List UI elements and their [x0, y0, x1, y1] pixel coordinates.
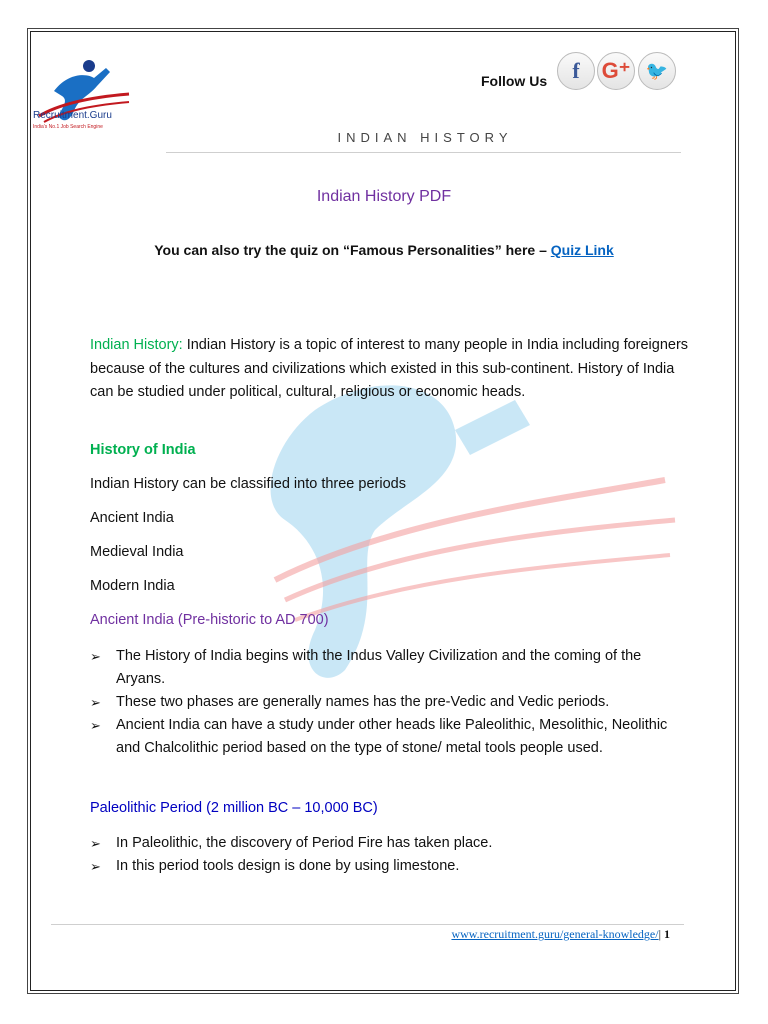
intro-label: Indian History: [90, 337, 183, 353]
list-item: ➢ In Paleolithic, the discovery of Period Fire has taken place. [90, 832, 690, 855]
paleolithic-bullet-list [90, 832, 690, 878]
running-header: INDIAN HISTORY [337, 130, 513, 145]
logo-tagline: India's No.1 Job Search Engine [33, 124, 103, 130]
classified-text: Indian History can be classified into three periods [90, 476, 406, 492]
header-divider [166, 152, 681, 153]
period-modern: Modern India [90, 578, 175, 594]
page-number: 1 [664, 927, 670, 941]
period-medieval: Medieval India [90, 544, 184, 560]
list-item: ➢ In this period tools design is done by using limestone. [90, 855, 690, 878]
follow-us-label: Follow Us [481, 73, 548, 89]
list-item: ➢ The History of India begins with the Indus Valley Civilization and the coming of the Aryans. [90, 645, 690, 691]
quiz-text: You can also try the quiz on “Famous Personalities” here – [154, 242, 551, 258]
ancient-heading: Ancient India (Pre-historic to AD 700) [90, 612, 329, 628]
intro-paragraph [90, 334, 690, 405]
quiz-link[interactable]: Quiz Link [550, 242, 614, 258]
footer [451, 927, 670, 942]
logo-name: Recruitment.Guru [33, 110, 112, 121]
history-heading: History of India [90, 442, 196, 458]
intro-text: Indian History is a topic of interest to many people in India including foreigners because of the cultures and civilizations which existed in this sub-continent. History of India can be studied under political, cultural, religious or economic heads. [90, 337, 689, 400]
list-item: ➢ Ancient India can have a study under other heads like Paleolithic, Mesolithic, Neolithic and Chalcolithic period based on the type of stone/ metal tools people used. [90, 714, 690, 760]
paleolithic-heading: Paleolithic Period (2 million BC – 10,000 BC) [90, 800, 378, 816]
google-plus-icon[interactable]: G⁺ [597, 52, 635, 90]
footer-separator: | [658, 927, 661, 941]
footer-divider [51, 924, 684, 925]
twitter-icon[interactable]: 🐦 [638, 52, 676, 90]
ancient-bullet-list [90, 645, 690, 760]
list-item: ➢ These two phases are generally names has the pre-Vedic and Vedic periods. [90, 691, 690, 714]
document-title: Indian History PDF [316, 188, 452, 205]
footer-url-link[interactable]: www.recruitment.guru/general-knowledge/ [451, 927, 659, 941]
facebook-icon[interactable]: f [557, 52, 595, 90]
period-ancient: Ancient India [90, 510, 174, 526]
quiz-line [0, 242, 768, 258]
